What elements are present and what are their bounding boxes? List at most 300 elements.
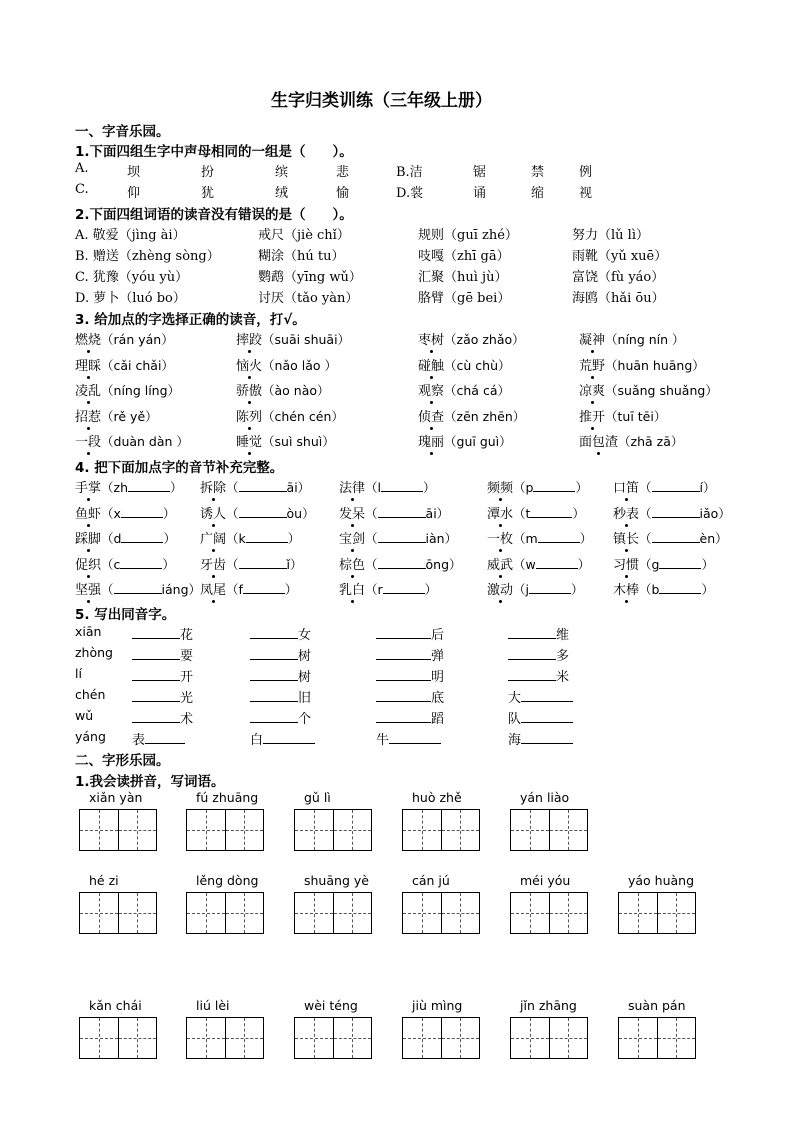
grid-cell[interactable] [295, 893, 334, 933]
syllable-suffix: ōng） [425, 556, 462, 572]
syllable-suffix: iàn） [425, 531, 458, 546]
dotted-word: 燃烧 [75, 333, 102, 348]
answer-blank[interactable] [132, 626, 180, 639]
homophone-item [508, 666, 569, 685]
syllable-prefix: （t [513, 505, 531, 521]
q3-item [236, 329, 350, 348]
answer-blank[interactable] [521, 731, 573, 744]
answer-blank[interactable] [250, 668, 298, 681]
given-character: 明 [431, 670, 445, 685]
syllable-prefix: （ [226, 556, 239, 572]
grid-cell[interactable] [619, 893, 658, 933]
answer-blank[interactable] [132, 710, 180, 723]
dotted-word: 棕色 [339, 557, 366, 573]
writing-grid[interactable] [402, 809, 480, 851]
dotted-word: 潭水 [487, 506, 514, 522]
answer-blank[interactable] [652, 479, 700, 492]
answer-blank[interactable] [508, 668, 556, 681]
given-character: 光 [180, 691, 194, 706]
grid-cell[interactable] [334, 1018, 372, 1058]
q4-item [75, 579, 201, 598]
pinyin-choices: （níng nín ） [605, 332, 685, 347]
q3-item [236, 355, 337, 374]
q2-word: 吱嘎（zhī gā） [418, 249, 510, 264]
syllable-suffix: ） [701, 582, 714, 597]
dotted-word: 陈列 [236, 409, 263, 425]
grid-cell[interactable] [119, 1018, 157, 1058]
dotted-word: 鱼虾 [75, 506, 102, 522]
dotted-word: 摔跤 [236, 333, 263, 348]
dotted-word: 推开 [579, 409, 606, 425]
syllable-suffix: ） [163, 531, 176, 546]
answer-blank[interactable] [263, 731, 315, 744]
option-c-item: C. [75, 182, 89, 197]
pinyin-label: gǔ lì [304, 790, 331, 805]
grid-cell[interactable] [119, 810, 157, 850]
writing-grid[interactable] [402, 892, 480, 934]
grid-cell[interactable] [187, 1018, 226, 1058]
q2-word: 讨厌（tǎo yàn） [258, 291, 359, 306]
q4-item [487, 477, 588, 496]
pinyin-choices: （rě yě） [101, 408, 158, 424]
writing-grid[interactable] [510, 1017, 588, 1059]
answer-blank[interactable] [120, 556, 162, 569]
answer-blank[interactable] [381, 479, 423, 492]
grid-cell[interactable] [550, 810, 588, 850]
homophone-item [508, 708, 573, 727]
q4-item [487, 579, 584, 598]
q4-item [75, 554, 175, 573]
q2-word: A. 敬爱（jìng ài） [75, 228, 186, 243]
grid-cell[interactable] [334, 893, 372, 933]
homophone-item [250, 624, 311, 643]
syllable-prefix: （b [639, 582, 660, 597]
option-a-item: 悲 [336, 165, 350, 180]
answer-blank[interactable] [132, 647, 180, 660]
dotted-word: 凤尾 [200, 583, 227, 598]
given-character: 树 [298, 649, 312, 664]
answer-blank[interactable] [521, 710, 573, 723]
given-character: 表 [132, 733, 146, 748]
grid-cell[interactable] [658, 893, 696, 933]
answer-blank[interactable] [376, 710, 431, 723]
syllable-prefix: （d [101, 531, 122, 546]
dotted-word: 凝神 [579, 333, 606, 348]
given-character: 海 [508, 733, 522, 748]
dotted-word: 木棒 [613, 583, 640, 598]
dotted-word: 发呆 [339, 506, 366, 522]
option-a-item: 坝 [127, 165, 141, 180]
homophone-item [132, 624, 193, 643]
writing-grid[interactable] [510, 809, 588, 851]
pinyin-label: jiù mìng [412, 998, 463, 1013]
syllable-prefix: （ [226, 480, 239, 495]
answer-blank[interactable] [250, 647, 298, 660]
dotted-word: 睡觉 [236, 435, 263, 450]
writing-grid[interactable] [294, 1017, 372, 1059]
syllable-suffix: ） [571, 582, 584, 597]
given-character: 弹 [431, 649, 445, 664]
syllable-prefix: （ [101, 582, 114, 597]
syllable-prefix: （ [639, 531, 652, 546]
answer-blank[interactable] [529, 581, 571, 594]
q4-item [487, 528, 592, 547]
syllable-prefix: （m [513, 531, 538, 546]
syllable-suffix: iáng） [161, 582, 202, 597]
answer-blank[interactable] [652, 530, 700, 543]
question-stem: 1.我会读拼音，写词语。 [75, 774, 225, 790]
given-character: 个 [298, 712, 312, 727]
given-character: 牛 [376, 733, 390, 748]
q2-word: 糊涂（hú tu） [258, 249, 345, 264]
answer-blank[interactable] [378, 556, 426, 569]
given-character: 白 [250, 733, 264, 748]
syllable-prefix: （c [101, 556, 121, 572]
pinyin-label: shuāng yè [304, 873, 369, 888]
dotted-word: 凌乱 [75, 384, 102, 399]
writing-grid[interactable] [402, 1017, 480, 1059]
pinyin-label: huò zhě [412, 790, 462, 805]
answer-blank[interactable] [376, 668, 431, 681]
syllable-suffix: ） [284, 582, 298, 597]
writing-grid[interactable] [79, 1017, 157, 1059]
q3-item [75, 329, 174, 348]
writing-grid[interactable] [510, 892, 588, 934]
syllable-suffix: ） [424, 582, 438, 597]
answer-blank[interactable] [239, 479, 287, 492]
q4-item [487, 554, 590, 573]
q4-item [613, 528, 728, 547]
answer-blank[interactable] [250, 626, 298, 639]
pinyin-label: fú zhuāng [196, 790, 259, 805]
grid-cell[interactable] [226, 1018, 264, 1058]
syllable-suffix: ） [701, 556, 714, 572]
q3-item [418, 431, 512, 450]
grid-cell[interactable] [511, 893, 550, 933]
q2-word: 海鸥（hǎi ōu） [572, 291, 665, 306]
syllable-prefix: （f [226, 582, 243, 597]
q4-item [613, 503, 731, 522]
pinyin-choices: （níng líng） [101, 383, 181, 398]
pinyin-choices: （tuī tēi） [605, 408, 667, 424]
answer-blank[interactable] [508, 647, 556, 660]
q2-word: 胳臂（gē bei） [418, 291, 511, 306]
dotted-word: 一段 [75, 435, 102, 450]
answer-blank[interactable] [250, 689, 298, 702]
answer-blank[interactable] [508, 626, 556, 639]
pinyin-choices: （nǎo lǎo ） [262, 357, 337, 373]
option-b-item: 例 [579, 165, 593, 180]
answer-blank[interactable] [536, 556, 578, 569]
answer-blank[interactable] [378, 505, 426, 518]
pinyin-label: suàn pán [628, 998, 686, 1013]
grid-cell[interactable] [403, 1018, 442, 1058]
q3-item [579, 355, 705, 374]
answer-blank[interactable] [652, 505, 700, 518]
q4-item [339, 554, 462, 573]
dotted-word: 广阔 [200, 532, 227, 547]
question-stem: 2.下面四组词语的读音没有错误的是（ ）。 [75, 207, 353, 223]
grid-cell[interactable] [442, 893, 480, 933]
syllable-suffix: ） [579, 531, 593, 546]
answer-blank[interactable] [389, 731, 441, 744]
dotted-word: 威武 [487, 557, 514, 573]
q4-item [613, 554, 714, 573]
q4-item [339, 503, 449, 522]
pinyin-label: cán jú [412, 873, 450, 888]
answer-blank[interactable] [114, 581, 162, 594]
dotted-word: 手掌 [75, 481, 102, 496]
answer-blank[interactable] [132, 668, 180, 681]
grid-cell[interactable] [226, 893, 264, 933]
question-stem: 3. 给加点的字选择正确的读音，打√。 [75, 312, 306, 328]
syllable-suffix: ） [577, 556, 591, 572]
dotted-word: 面包渣 [579, 435, 619, 450]
q2-word: 规则（guī zhé） [418, 228, 518, 243]
grid-cell[interactable] [550, 1018, 588, 1058]
answer-blank[interactable] [243, 581, 285, 594]
answer-blank[interactable] [521, 689, 573, 702]
pinyin-label: lěng dòng [196, 873, 259, 888]
answer-blank[interactable] [145, 731, 185, 744]
grid-cell[interactable] [187, 893, 226, 933]
homophone-item [508, 729, 573, 748]
q2-word: 汇聚（huì jù） [418, 270, 508, 285]
homophone-item [508, 645, 569, 664]
given-character: 底 [431, 691, 445, 706]
answer-blank[interactable] [121, 530, 163, 543]
dotted-word: 法律 [339, 481, 366, 496]
dotted-word: 宝剑 [339, 532, 366, 547]
writing-grid[interactable] [79, 892, 157, 934]
syllable-suffix: ） [162, 505, 176, 521]
writing-grid[interactable] [186, 892, 264, 934]
dotted-word: 促织 [75, 557, 102, 573]
dotted-word: 荒野 [579, 358, 606, 374]
answer-blank[interactable] [376, 626, 431, 639]
writing-grid[interactable] [294, 809, 372, 851]
answer-blank[interactable] [128, 479, 170, 492]
given-character: 多 [556, 649, 570, 664]
given-character: 旧 [298, 691, 312, 706]
q3-item [75, 406, 158, 425]
q4-item [200, 554, 303, 573]
q4-item [75, 503, 175, 522]
given-character: 米 [556, 670, 570, 685]
homophone-pinyin: xiān [75, 624, 102, 639]
grid-cell[interactable] [403, 893, 442, 933]
grid-cell[interactable] [658, 1018, 696, 1058]
syllable-suffix: ） [575, 480, 588, 495]
syllable-prefix: （w [513, 556, 536, 572]
syllable-suffix: í） [699, 480, 716, 495]
pinyin-choices: （suì shuì） [262, 434, 335, 449]
dotted-word: 枣树 [418, 333, 445, 348]
dotted-word: 拆除 [200, 481, 227, 496]
homophone-pinyin: lí [75, 666, 82, 681]
dotted-word: 凉爽 [579, 384, 606, 399]
syllable-prefix: （ [365, 505, 378, 521]
answer-blank[interactable] [383, 581, 425, 594]
pinyin-choices: （cù chù） [444, 357, 511, 373]
answer-blank[interactable] [121, 505, 163, 518]
pinyin-label: yán liào [520, 790, 570, 805]
dotted-word: 习惯 [613, 557, 640, 573]
answer-blank[interactable] [132, 689, 180, 702]
pinyin-choices: （cǎi chǎi） [101, 357, 174, 373]
pinyin-choices: （zhā zā） [618, 434, 684, 449]
syllable-suffix: ） [572, 505, 585, 521]
q2-word: D. 萝卜（luó bo） [75, 291, 186, 306]
syllable-prefix: （l [365, 480, 381, 495]
dotted-word: 坚强 [75, 583, 102, 598]
dotted-word: 踩脚 [75, 532, 102, 547]
syllable-suffix: èn） [699, 531, 728, 546]
dotted-word: 秒表 [613, 506, 640, 522]
homophone-item [132, 687, 193, 706]
answer-blank[interactable] [376, 689, 431, 702]
q3-item [418, 406, 525, 425]
q2-word: 戒尺（jiè chǐ） [258, 228, 350, 243]
q4-item [75, 477, 183, 496]
pinyin-label: kǎn chái [89, 998, 142, 1013]
dotted-word: 理睬 [75, 358, 102, 374]
grid-cell[interactable] [295, 810, 334, 850]
homophone-item [508, 624, 569, 643]
syllable-prefix: （p [513, 480, 534, 495]
q2-word: 雨靴（yǔ xuē） [572, 249, 668, 264]
option-c-item: 愉 [336, 186, 350, 201]
given-character: 术 [180, 712, 194, 727]
homophone-pinyin: yáng [75, 729, 106, 744]
writing-grid[interactable] [79, 809, 157, 851]
q3-item [579, 380, 718, 399]
answer-blank[interactable] [533, 479, 575, 492]
q4-item [487, 503, 585, 522]
answer-blank[interactable] [376, 647, 431, 660]
q3-item [418, 355, 511, 374]
homophone-item [376, 708, 444, 727]
grid-cell[interactable] [187, 810, 226, 850]
syllable-prefix: （zh [101, 480, 128, 495]
q3-item [75, 431, 189, 450]
syllable-prefix: （k [226, 531, 246, 546]
grid-cell[interactable] [511, 810, 550, 850]
grid-cell[interactable] [403, 810, 442, 850]
syllable-suffix: iǎo） [699, 505, 731, 521]
dotted-word: 镇长 [613, 532, 640, 547]
grid-cell[interactable] [226, 810, 264, 850]
q4-item [200, 477, 310, 496]
answer-blank[interactable] [250, 710, 298, 723]
syllable-suffix: ） [162, 556, 175, 572]
dotted-word: 激动 [487, 583, 514, 598]
pinyin-label: xiǎn yàn [89, 790, 143, 805]
answer-blank[interactable] [530, 505, 572, 518]
dotted-word: 频频 [487, 481, 514, 496]
homophone-item [376, 624, 444, 643]
syllable-suffix: ） [423, 480, 436, 495]
grid-cell[interactable] [442, 1018, 480, 1058]
pinyin-choices: （guī guì） [444, 434, 512, 449]
syllable-prefix: （x [101, 505, 121, 521]
grid-cell[interactable] [334, 810, 372, 850]
grid-cell[interactable] [442, 810, 480, 850]
option-c-item: 仰 [127, 186, 141, 201]
grid-cell[interactable] [295, 1018, 334, 1058]
writing-grid[interactable] [618, 1017, 696, 1059]
grid-cell[interactable] [119, 893, 157, 933]
answer-blank[interactable] [538, 530, 580, 543]
q2-word: 努力（lǔ lì） [572, 228, 649, 243]
homophone-pinyin: zhòng [75, 645, 113, 660]
dotted-word: 碰触 [418, 358, 445, 374]
writing-grid[interactable] [618, 892, 696, 934]
answer-blank[interactable] [659, 581, 701, 594]
given-character: 大 [508, 691, 522, 706]
q3-item [418, 329, 525, 348]
grid-cell[interactable] [80, 1018, 119, 1058]
given-character: 后 [431, 628, 445, 643]
q3-item [236, 431, 335, 450]
homophone-item [250, 687, 311, 706]
homophone-pinyin: wǔ [75, 708, 94, 723]
dotted-word: 牙齿 [200, 557, 227, 573]
dotted-word: 诱人 [200, 506, 227, 522]
given-character: 树 [298, 670, 312, 685]
grid-cell[interactable] [619, 1018, 658, 1058]
grid-cell[interactable] [511, 1018, 550, 1058]
option-b-item: 锯 [473, 165, 487, 180]
q4-item [339, 579, 437, 598]
answer-blank[interactable] [246, 530, 288, 543]
pinyin-label: jǐn zhāng [520, 998, 577, 1013]
syllable-suffix: āi） [425, 505, 450, 521]
writing-grid[interactable] [294, 892, 372, 934]
option-a-item: 缤 [275, 165, 289, 180]
syllable-prefix: （j [513, 582, 529, 597]
homophone-item [376, 729, 441, 748]
writing-grid[interactable] [186, 809, 264, 851]
option-c-item: 犹 [201, 186, 215, 201]
pinyin-choices: （huān huāng） [605, 357, 705, 373]
grid-cell[interactable] [80, 810, 119, 850]
homophone-pinyin: chén [75, 687, 106, 702]
given-character: 维 [556, 628, 570, 643]
q3-item [418, 380, 510, 399]
answer-blank[interactable] [239, 505, 287, 518]
dotted-word: 口笛 [613, 481, 640, 496]
given-character: 开 [180, 670, 194, 685]
q2-word: B. 赠送（zhèng sòng） [75, 249, 220, 264]
dotted-word: 一枚 [487, 532, 514, 547]
answer-blank[interactable] [659, 556, 701, 569]
homophone-item [250, 645, 311, 664]
answer-blank[interactable] [239, 556, 287, 569]
homophone-item [132, 666, 193, 685]
q4-item [200, 503, 315, 522]
given-character: 队 [508, 712, 522, 727]
grid-cell[interactable] [550, 893, 588, 933]
q4-item [75, 528, 176, 547]
syllable-prefix: （ [365, 556, 378, 572]
pinyin-choices: （suāi shuāi） [262, 332, 351, 347]
answer-blank[interactable] [378, 530, 426, 543]
grid-cell[interactable] [80, 893, 119, 933]
writing-grid[interactable] [186, 1017, 264, 1059]
q4-item [200, 528, 300, 547]
syllable-suffix: ） [287, 531, 301, 546]
